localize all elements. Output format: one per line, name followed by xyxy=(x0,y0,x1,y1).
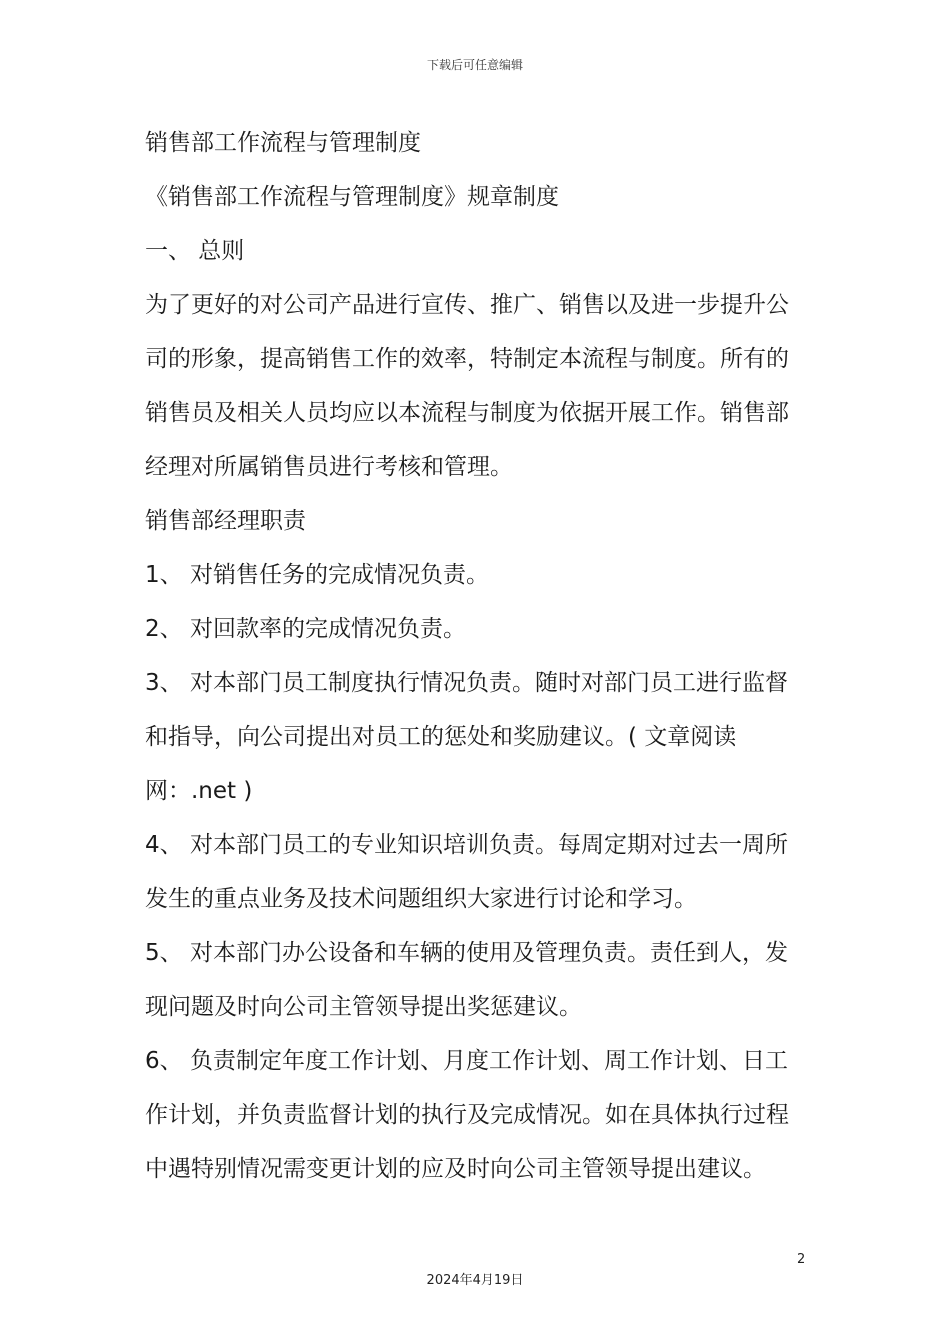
paragraph-line: 为了更好的对公司产品进行宣传、推广、销售以及进一步提升公 xyxy=(145,292,789,318)
footer-date: 2024年4月19日 xyxy=(426,1273,524,1288)
document-subtitle: 《销售部工作流程与管理制度》规章制度 xyxy=(145,184,559,210)
list-item-continuation: 和指导，向公司提出对员工的惩处和奖励建议。( 文章阅读 xyxy=(145,724,737,750)
list-item: 6、 负责制定年度工作计划、月度工作计划、周工作计划、日工 xyxy=(145,1048,788,1074)
section-heading-manager-duties: 销售部经理职责 xyxy=(145,508,306,534)
page-number: 2 xyxy=(797,1252,806,1267)
paragraph-line: 销售员及相关人员均应以本流程与制度为依据开展工作。销售部 xyxy=(145,400,789,426)
paragraph-line: 经理对所属销售员进行考核和管理。 xyxy=(145,454,513,480)
header-note: 下载后可任意编辑 xyxy=(426,58,523,72)
list-item: 1、 对销售任务的完成情况负责。 xyxy=(145,562,489,588)
list-item-continuation: 现问题及时向公司主管领导提出奖惩建议。 xyxy=(145,994,582,1020)
list-item-continuation: 中遇特别情况需变更计划的应及时向公司主管领导提出建议。 xyxy=(145,1156,766,1182)
list-item-continuation: 网：.net ) xyxy=(145,778,253,804)
list-item-continuation: 作计划，并负责监督计划的执行及完成情况。如在具体执行过程 xyxy=(145,1102,789,1128)
list-item: 4、 对本部门员工的专业知识培训负责。每周定期对过去一周所 xyxy=(145,832,788,858)
list-item-continuation: 发生的重点业务及技术问题组织大家进行讨论和学习。 xyxy=(145,886,697,912)
paragraph-line: 司的形象，提高销售工作的效率，特制定本流程与制度。所有的 xyxy=(145,346,789,372)
list-item: 3、 对本部门员工制度执行情况负责。随时对部门员工进行监督 xyxy=(145,670,788,696)
document-body xyxy=(145,116,795,1196)
document-title: 销售部工作流程与管理制度 xyxy=(145,130,421,156)
list-item: 2、 对回款率的完成情况负责。 xyxy=(145,616,466,642)
section-heading-general: 一、 总则 xyxy=(145,238,245,264)
list-item: 5、 对本部门办公设备和车辆的使用及管理负责。责任到人，发 xyxy=(145,940,788,966)
